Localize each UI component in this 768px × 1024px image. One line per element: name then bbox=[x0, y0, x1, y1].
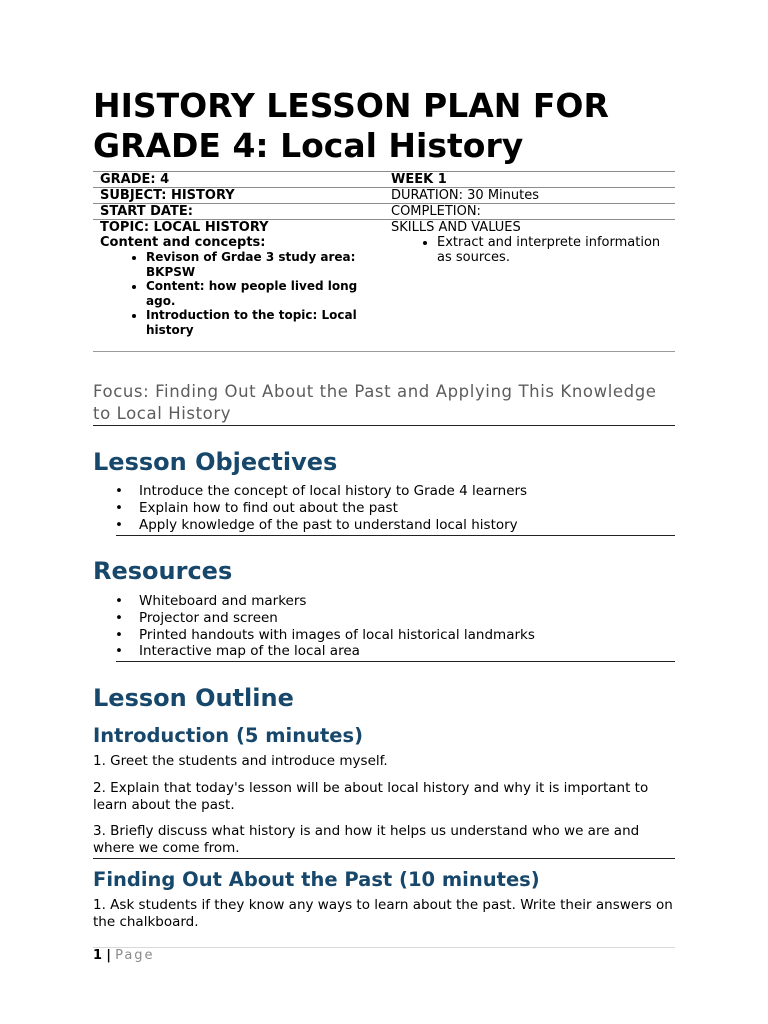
list-item: • Introduction to the topic: Local history bbox=[146, 308, 377, 337]
skills-heading: SKILLS AND VALUES bbox=[391, 220, 521, 235]
introduction-step-1: 1. Greet the students and introduce myself. bbox=[93, 753, 388, 769]
finding-out-step-1: 1. Ask students if they know any ways to learn about the past. Write their answers on the chalkboard. bbox=[93, 897, 673, 930]
focus-subtitle: Focus: Finding Out About the Past and Applying This Knowledge to Local History bbox=[93, 382, 657, 423]
duration-cell: DURATION: 30 Minutes bbox=[384, 188, 675, 204]
page-label: Page bbox=[115, 948, 155, 963]
introduction-step-2: 2. Explain that today's lesson will be about local history and why it is important to learn about the past. bbox=[93, 780, 649, 813]
page-separator: | bbox=[106, 948, 111, 963]
skills-cell bbox=[384, 220, 675, 352]
list-item: • Introduce the concept of local history to Grade 4 learners bbox=[93, 483, 675, 500]
topic-label: TOPIC: LOCAL HISTORY bbox=[100, 220, 269, 235]
focus-divider bbox=[93, 425, 675, 426]
list-item: • Apply knowledge of the past to understand local history bbox=[93, 517, 675, 534]
finding-out-heading: Finding Out About the Past (10 minutes) bbox=[93, 868, 540, 891]
completion-cell: COMPLETION: bbox=[384, 204, 675, 220]
skills-list bbox=[391, 235, 668, 265]
objectives-list bbox=[93, 483, 675, 533]
introduction-step-3: 3. Briefly discuss what history is and how it helps us understand who we are and where we come from. bbox=[93, 823, 640, 856]
start-date-cell: START DATE: bbox=[93, 204, 384, 220]
footer-divider bbox=[93, 947, 675, 948]
week-cell: WEEK 1 bbox=[384, 172, 675, 188]
resources-list bbox=[93, 593, 675, 660]
list-item: • Printed handouts with images of local historical landmarks bbox=[93, 627, 675, 644]
subject-cell: SUBJECT: HISTORY bbox=[93, 188, 384, 204]
introduction-heading: Introduction (5 minutes) bbox=[93, 724, 364, 747]
objectives-heading: Lesson Objectives bbox=[93, 448, 338, 476]
introduction-divider bbox=[93, 858, 675, 859]
page-number: 1 bbox=[93, 948, 103, 963]
list-item: • Revison of Grdae 3 study area: BKPSW bbox=[146, 250, 377, 279]
list-item: • Explain how to find out about the past bbox=[93, 500, 675, 517]
table-bottom-border bbox=[93, 351, 675, 352]
objectives-divider bbox=[116, 535, 675, 536]
content-list bbox=[100, 250, 377, 337]
lesson-info-table bbox=[93, 171, 675, 351]
topic-cell bbox=[93, 220, 384, 352]
grade-cell: GRADE: 4 bbox=[93, 172, 384, 188]
list-item: • Extract and interprete information as sources. bbox=[437, 235, 668, 265]
page-footer bbox=[93, 948, 155, 964]
content-heading: Content and concepts: bbox=[100, 235, 266, 250]
list-item: • Projector and screen bbox=[93, 610, 675, 627]
list-item: • Interactive map of the local area bbox=[93, 643, 675, 660]
document-title: HISTORY LESSON PLAN FOR GRADE 4: Local History bbox=[93, 86, 609, 165]
resources-divider bbox=[116, 661, 675, 662]
resources-heading: Resources bbox=[93, 557, 233, 585]
list-item: • Content: how people lived long ago. bbox=[146, 279, 377, 308]
list-item: • Whiteboard and markers bbox=[93, 593, 675, 610]
outline-heading: Lesson Outline bbox=[93, 684, 294, 712]
